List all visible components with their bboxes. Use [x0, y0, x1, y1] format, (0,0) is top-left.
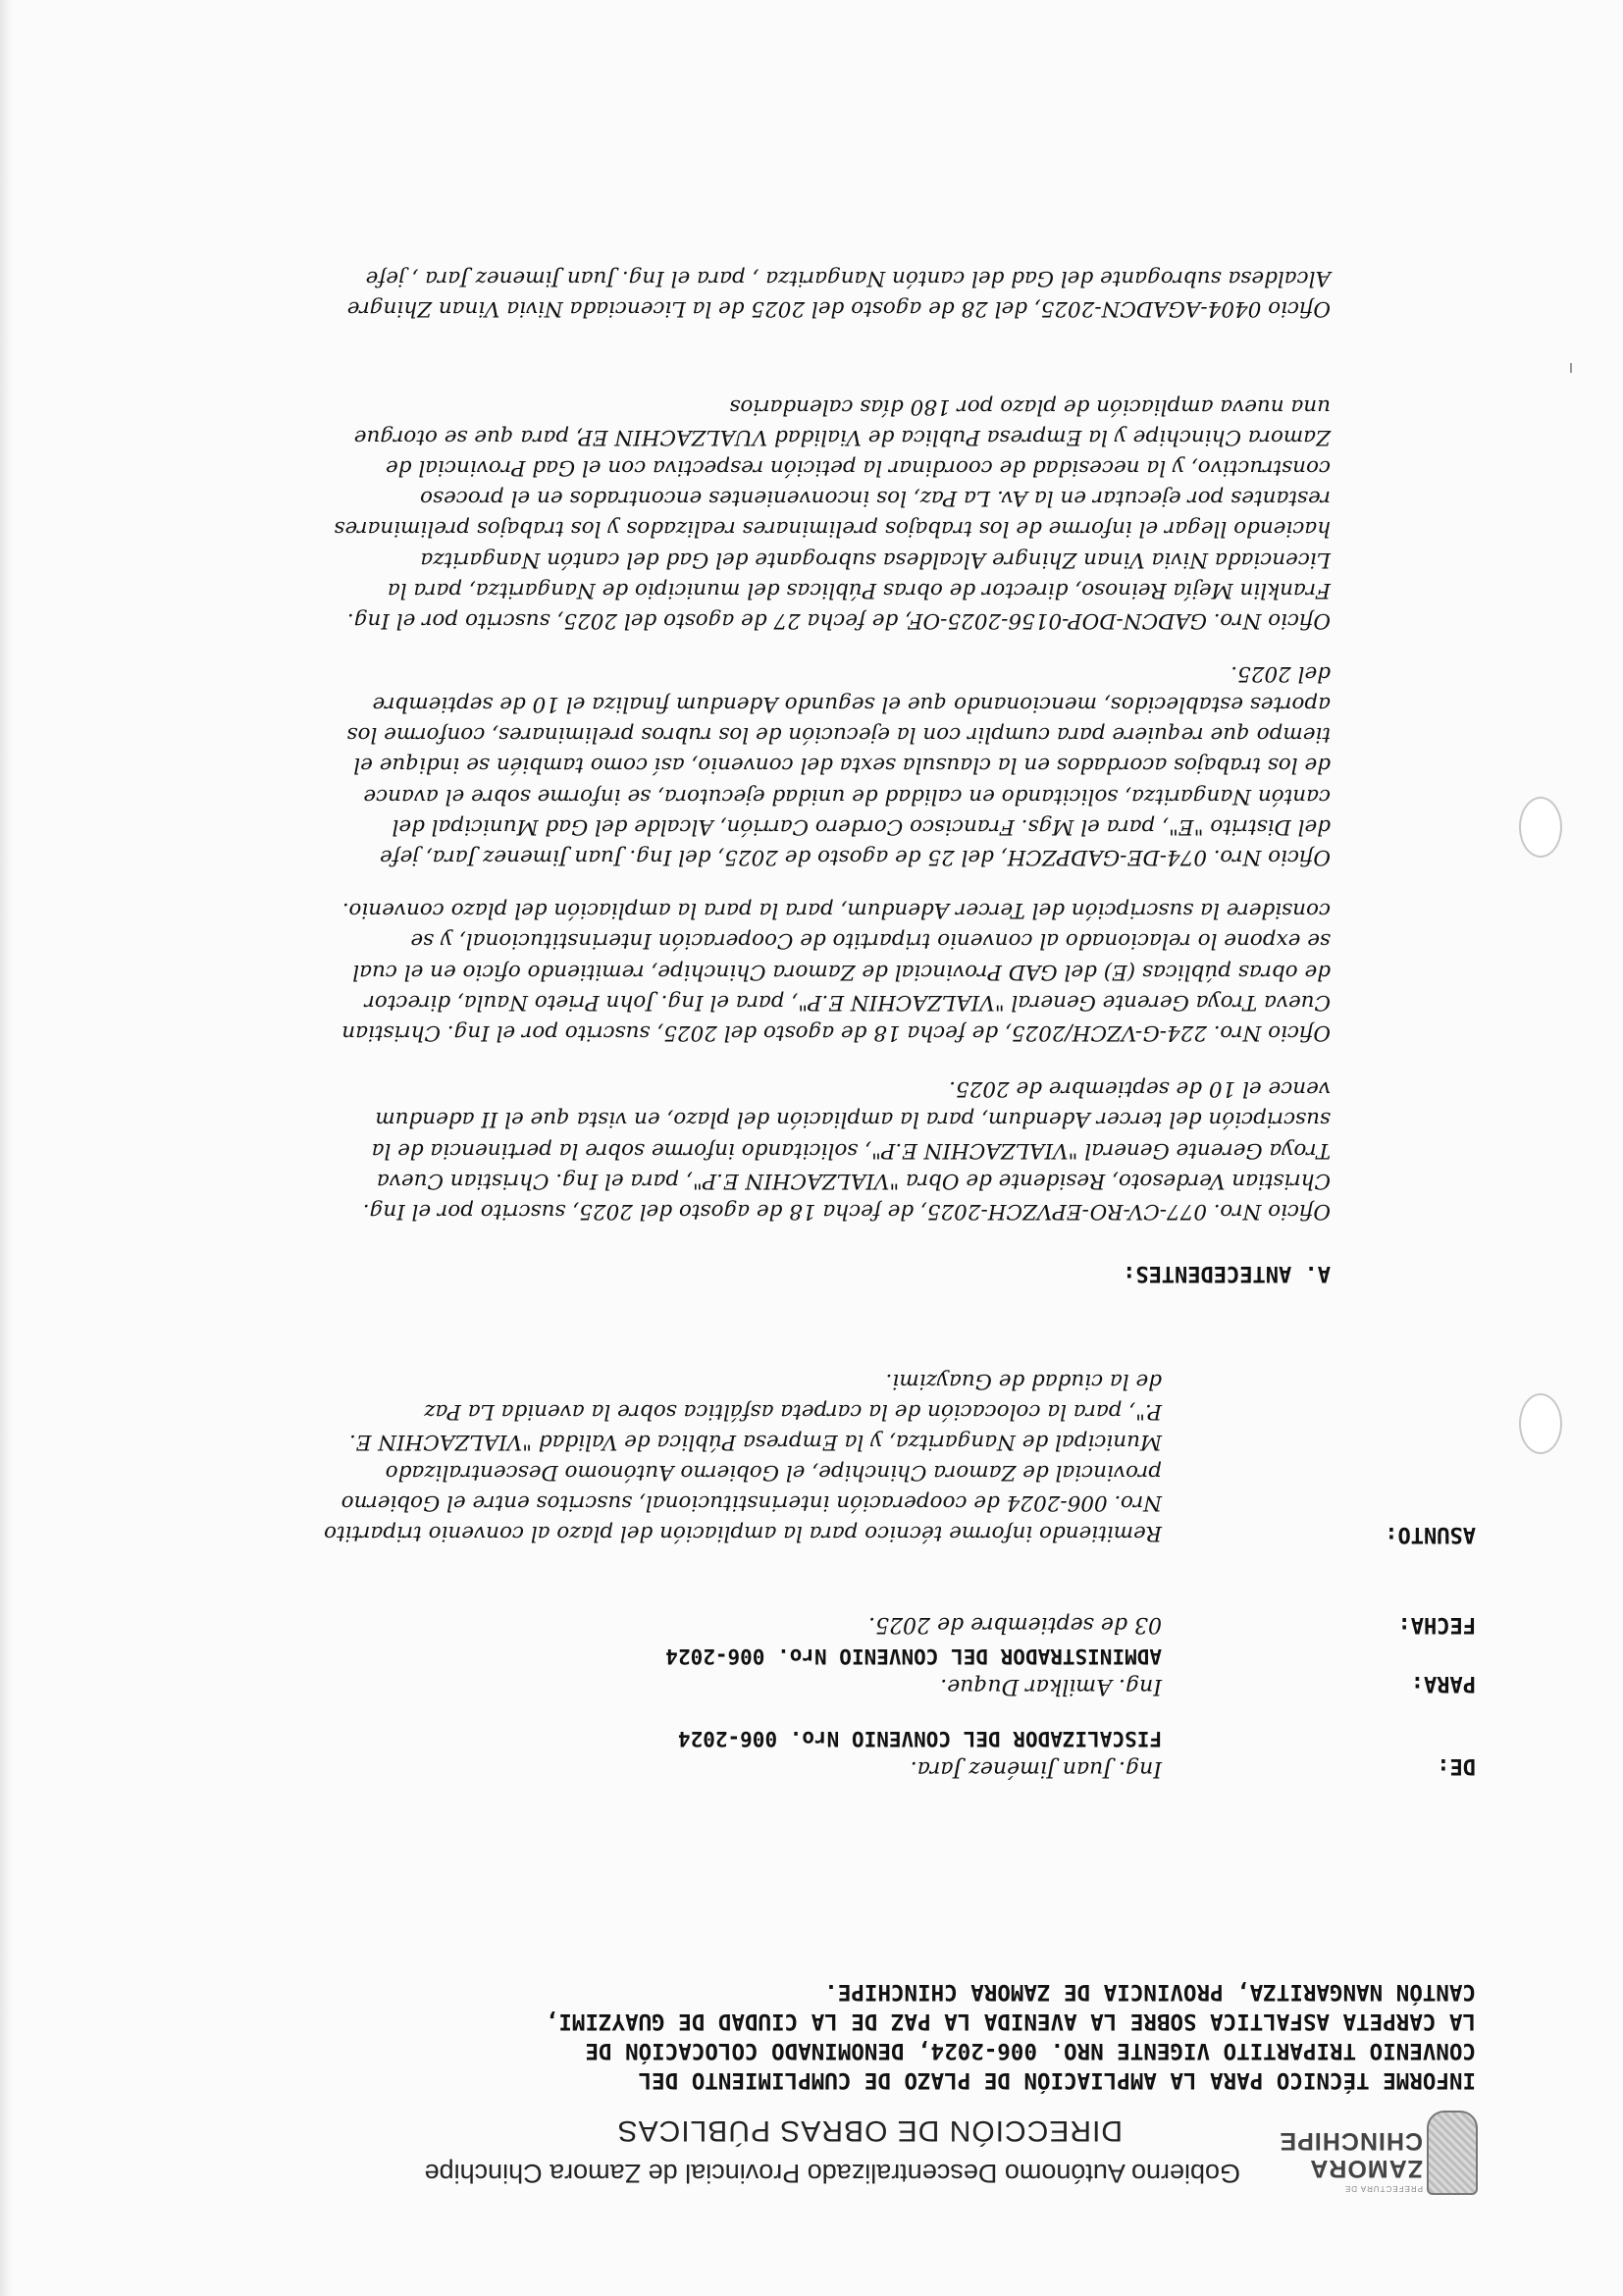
- paragraph-line: aportes establecidos, mencionando que el segundo Adendum finaliza el 10 de septiembre: [372, 691, 1331, 716]
- paragraph-line: tiempo que requiere para cumplir con la ejecución de los rubros preliminares, conforme los: [346, 722, 1331, 748]
- paragraph-line: Oficio Nro. 224-G-VZCH/2025, de fecha 18 de agosto del 2025, suscrito por el Ing. Christian: [341, 1020, 1331, 1045]
- paragraph-line: Oficio Nro. 077-CV-RO-EPVZCH-2025, de fecha 18 de agosto del 2025, suscrito por el Ing.: [362, 1199, 1331, 1224]
- antecedente-paragraph: [163, 391, 1331, 636]
- asunto-line: Municipal de Nangaritza, y la Empresa Pública de Validad "VIALZACHIN E.: [348, 1430, 1162, 1454]
- margin-mark: [1570, 363, 1572, 373]
- paragraph-line: del Distrito "E", para el Mgs. Francisco Cordero Carrión, Alcalde del Gad Municipal del: [392, 813, 1331, 839]
- prefectura-logo: [1279, 2095, 1478, 2203]
- fecha-value: 03 de septiembre de 2025.: [868, 1612, 1162, 1637]
- paragraph-line: Troya Gerente General "VIALZACHIN E.P", solicitando informe sobre la pertinencia de la: [371, 1137, 1331, 1163]
- document-title: [156, 1977, 1476, 2095]
- paragraph-line: se expone lo relacionado al convenio tripartito de Cooperación Interinstitucional, y se: [410, 928, 1331, 954]
- para-name: Ing. Amilkar Duque.: [940, 1674, 1162, 1698]
- asunto-line: provincial de Zamora Chinchipe, el Gobierno Autónomo Descentralizado: [385, 1460, 1162, 1485]
- antecedente-paragraph: [163, 1073, 1331, 1226]
- title-line: CANTÓN NANGARITZA, PROVINCIA DE ZAMORA CHINCHIPE.: [824, 1979, 1476, 2005]
- scan-edge: [0, 0, 12, 2296]
- paragraph-line: Christian Verdesoto, Residente de Obra "VIALZACHIN E.P", para el Ing. Christian Cueva: [376, 1168, 1331, 1193]
- para-label: PARA:: [1410, 1671, 1476, 1696]
- paragraph-line: cantón Nangaritza, solicitando en calidad de unidad ejecutora, se informe sobre el avance: [363, 783, 1331, 809]
- paragraph-line: Oficio 0404-AGADCN-2025, del 28 de agosto del 2025 de la Licenciada Nivia Vinan Zhingre: [346, 296, 1331, 321]
- paragraph-line: vence el 10 de septiembre de 2025.: [949, 1076, 1331, 1102]
- department-name: DIRECCIÓN DE OBRAS PÚBLICAS: [616, 2114, 1123, 2147]
- logo-word-zamora: ZAMORA: [1309, 2155, 1423, 2182]
- de-name: Ing. Juan Jiménez Jara.: [910, 1756, 1162, 1781]
- paragraph-line: Licenciada Nivia Vinan Zhingre Alcaldesa subrogante del Gad del cantón Nangaritza: [420, 547, 1331, 572]
- logo-small-text: PREFECTURA DE: [1343, 2184, 1423, 2193]
- paragraph-line: de obras públicas (E) del GAD Provincial de Zamora Chinchipe, remitiendo oficio en el cual: [352, 959, 1331, 984]
- asunto-label: ASUNTO:: [1385, 1522, 1476, 1546]
- paragraph-line: Cueva Troya Gerente General "VIALZACHIN E.P", para el Ing. John Prieto Naula, director: [364, 989, 1331, 1015]
- asunto-line: de la ciudad de Guayzimi.: [885, 1369, 1162, 1393]
- de-label: DE:: [1437, 1753, 1476, 1778]
- paragraph-line: considere la suscripción del Tercer Adendum, para la para la ampliación del plazo convenio.: [341, 898, 1331, 923]
- title-line: CONVENIO TRIPARTITO VIGENTE NRO. 006-2024, DENOMINADO COLOCACIÓN DE: [585, 2038, 1476, 2063]
- punch-hole-top: [1519, 1393, 1562, 1454]
- paragraph-line: haciendo llegar el informe de los trabajos preliminares realizados y los trabajos preliminares: [334, 516, 1331, 542]
- paragraph-line: restantes por ejecutar en la Av. La Paz, los inconvenientes encontrados en el proceso: [420, 486, 1331, 511]
- asunto-text: [171, 1366, 1162, 1548]
- para-role: ADMINISTRADOR DEL CONVENIO Nro. 006-2024: [665, 1644, 1162, 1668]
- antecedente-paragraph: [163, 658, 1331, 872]
- paragraph-line: suscripción del tercer Adendum, para la ampliación del plazo, en vista que el II adendum: [375, 1107, 1331, 1132]
- asunto-line: Remitiendo informe técnico para la ampliación del plazo al convenio tripartito: [324, 1521, 1162, 1545]
- paragraph-line: Oficio Nro. GADCN-DOP-0156-2025-OF, de fecha 27 de agosto del 2025, suscrito por el Ing.: [346, 608, 1331, 633]
- paragraph-line: constructivo, y la necesidad de coordinar la petición respectiva con el Gad Provincial de: [386, 454, 1331, 480]
- antecedente-paragraph: [163, 895, 1331, 1048]
- paragraph-line: Zamora Chinchipe y la Empresa Publica de Vialidad VUALZACHIN EP, para que se otorgue: [353, 424, 1331, 449]
- paragraph-line: de los trabajos acordados en la clausula sexta del convenio, así como también se indique el: [353, 753, 1331, 778]
- fecha-label: FECHA:: [1397, 1612, 1476, 1637]
- de-role: FISCALIZADOR DEL CONVENIO Nro. 006-2024: [677, 1727, 1162, 1750]
- paragraph-line: Alcaldesa subrogante del Gad del cantón Nangaritza , para el Ing. Juan Jimenez Jara , jefe: [365, 265, 1331, 290]
- paragraph-line: una nueva ampliación de plazo por 180 días calendarios: [729, 393, 1331, 419]
- asunto-line: Nro. 006-2024 de cooperación interinstitucional, suscritos entre el Gobierno: [340, 1490, 1162, 1515]
- asunto-line: P.", para la colocación de la carpeta asfáltica sobre la avenida La Paz: [424, 1399, 1162, 1424]
- coat-of-arms-icon: [1427, 2111, 1478, 2195]
- paragraph-line: Franklin Mejía Reinoso, director de obras Públicas del municipio de Nangaritza, para la: [387, 577, 1331, 602]
- paragraph-line: Oficio Nro. 074-DE-GADPZCH, del 25 de agosto de 2025, del Ing. Juan Jimenez Jara, jefe: [379, 845, 1331, 869]
- organization-name: Gobierno Autónomo Descentralizado Provincial de Zamora Chinchipe: [424, 2159, 1240, 2188]
- title-line: INFORME TÉCNICO PARA LA AMPLIACIÓN DE PLAZO DE CUMPLIMIENTO DEL: [638, 2067, 1476, 2093]
- logo-word-chinchipe: CHINCHIPE: [1279, 2127, 1423, 2155]
- punch-hole-bottom: [1519, 797, 1562, 858]
- section-heading-antecedentes: A. ANTECEDENTES:: [1123, 1261, 1331, 1285]
- title-line: LA CARPETA ASFALTICA SOBRE LA AVENIDA LA PAZ DE LA CIUDAD DE GUAYZIMI,: [545, 2009, 1476, 2034]
- paragraph-line: del 2025.: [1230, 660, 1331, 686]
- antecedente-paragraph: [163, 263, 1331, 324]
